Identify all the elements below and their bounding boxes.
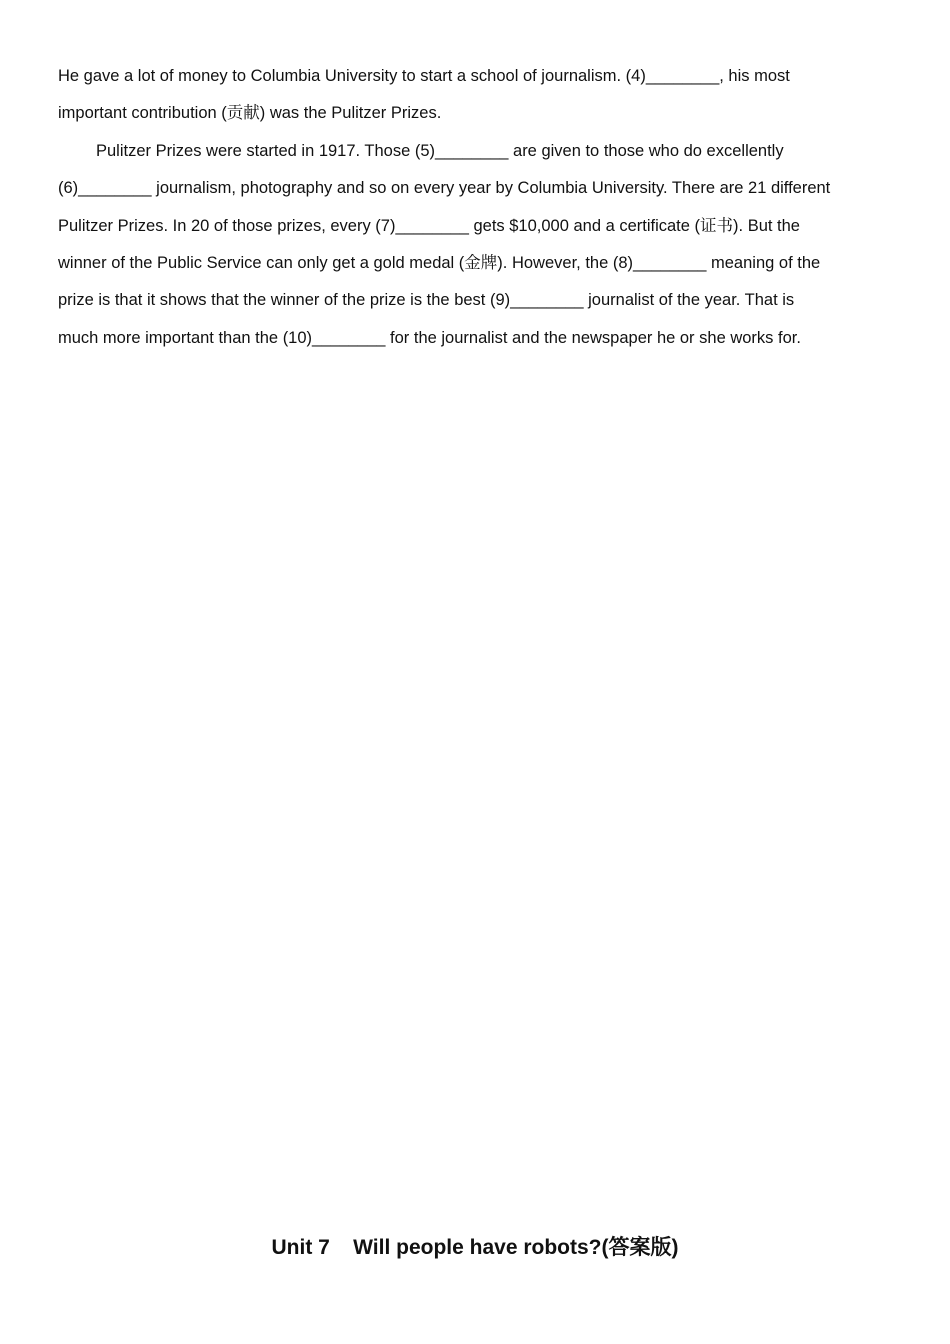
passage-line-2: important contribution (贡献) was the Pulitzer Prizes. xyxy=(58,104,442,123)
unit-heading: Unit 7 Will people have robots?(答案版) xyxy=(271,1236,679,1259)
passage-line-3: Pulitzer Prizes were started in 1917. Those (5)________ are given to those who do excellently xyxy=(96,141,784,160)
passage-line-1: He gave a lot of money to Columbia University to start a school of journalism. (4)________, his most xyxy=(58,67,790,85)
passage-line-4: (6)________ journalism, photography and so on every year by Columbia University. There are 21 different xyxy=(58,179,831,198)
passage-line-8: much more important than the (10)________ for the journalist and the newspaper he or she works for. xyxy=(58,328,801,347)
passage-line-7: prize is that it shows that the winner of the prize is the best (9)________ journalist of the year. That is xyxy=(58,291,795,310)
cloze-passage xyxy=(58,58,888,357)
passage-line-6: winner of the Public Service can only get a gold medal (金牌). However, the (8)________ meaning of the xyxy=(58,253,821,272)
passage-line-5: Pulitzer Prizes. In 20 of those prizes, every (7)________ gets $10,000 and a certificate (证书). But the xyxy=(58,216,800,235)
